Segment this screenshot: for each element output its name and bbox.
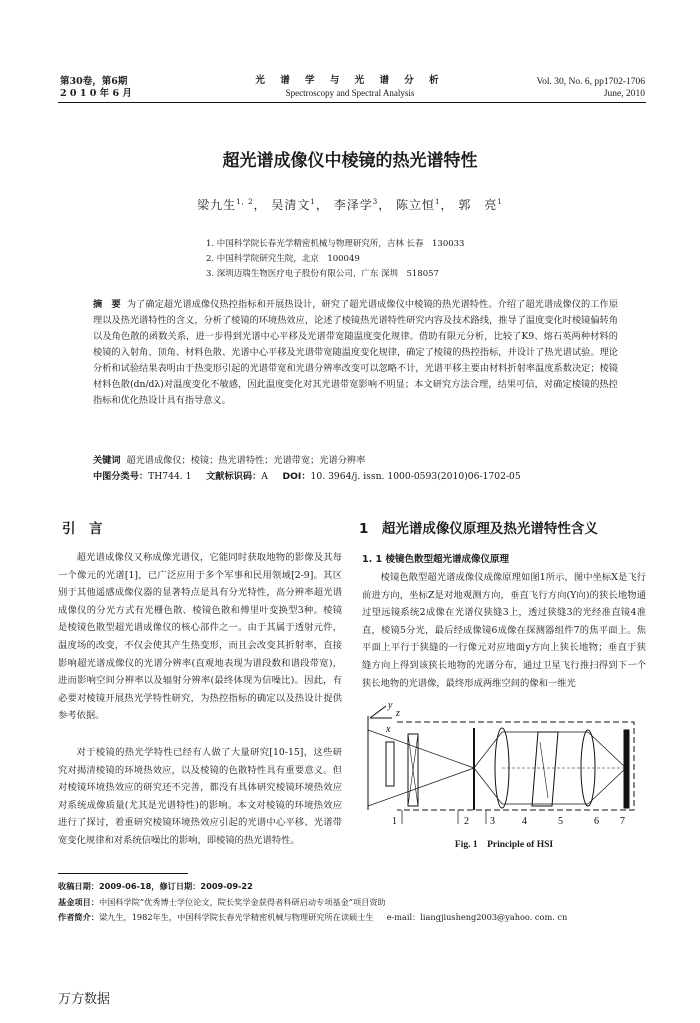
keywords-block	[93, 453, 618, 485]
prism	[532, 732, 558, 806]
abstract	[93, 297, 618, 409]
running-header-journal	[250, 74, 450, 100]
author: 李泽学$^3$，	[333, 198, 392, 212]
doi-label: DOI：	[282, 471, 311, 482]
journal-name-cn: 光 谱 学 与 光 谱 分 析	[255, 75, 445, 86]
ray	[368, 768, 474, 806]
component-number: 1	[392, 816, 397, 827]
paper-title: 超光谱成像仪中棱镜的热光谱特性	[222, 151, 478, 171]
clc-number: TH744. 1	[148, 471, 192, 482]
figure-1-caption: Fig. 1 Principle of HSI	[454, 840, 554, 850]
date-cn: 2 0 1 0 年 6 月	[60, 88, 132, 99]
affiliations	[206, 237, 464, 282]
instrument-boundary	[397, 722, 634, 810]
keywords: 超光谱成像仪；棱镜；热光谱特性；光谱带宽；光谱分辨率	[126, 455, 366, 466]
ray	[474, 732, 502, 768]
axis-x-line	[370, 706, 386, 718]
running-header-left	[60, 76, 132, 100]
ray	[368, 730, 474, 768]
volume-cn: 第30卷，第6期	[60, 76, 128, 87]
volume-en: Vol. 30, No. 6, pp1702-1706	[536, 77, 645, 87]
axis-label: z	[396, 708, 400, 719]
section-1-paragraph: 棱镜色散型超光谱成像仪成像原理如图1所示，图中坐标X是飞行前进方向，坐标Z是对地观测方向，垂直飞行方向(Y向)的狭长地物通过望远镜系统2成像在光谱仪狭缝3上，透过狭缝3的光经准直镜4准直，棱镜5分光，最后经成像镜6成像在探测器组件7的焦平面上。焦平面上平行于狭缝的一行像元对应地面y方向上狭长地物；垂直于狭缝方向上得到该狭长地物的光谱分布，通过卫星飞行推扫得到下一个狭长地物的光谱像，最终形成两维空间的像和一维光	[362, 572, 646, 689]
doi: 10. 3964/j. issn. 1000-0593(2010)06-1702-05	[310, 471, 521, 482]
running-header-right	[536, 76, 645, 100]
affiliation: 2. 中国科学院研究生院，北京 100049	[206, 254, 360, 264]
funding: 基金项目：中国科学院“优秀博士学位论文，院长奖学金获得者科研启动专项基金”项目资助	[58, 896, 386, 907]
component-number: 7	[620, 816, 625, 827]
author: 梁九生$^{1, 2}$，	[197, 198, 267, 212]
intro-heading: 引 言	[62, 521, 103, 537]
telescope-mirror	[386, 742, 394, 786]
author-email: e-mail：liangjiusheng2003@yahoo. com. cn	[386, 912, 568, 922]
author: 陈立恒$^1$，	[396, 198, 454, 212]
journal-name-en: Spectroscopy and Spectral Analysis	[285, 88, 415, 98]
figure-1	[362, 702, 646, 832]
author-list	[0, 196, 700, 213]
keywords-label: 关键词	[93, 455, 121, 466]
received-dates: 收稿日期：2009-06-18，修订日期：2009-09-22	[58, 881, 253, 891]
footnotes	[58, 879, 648, 926]
affiliation: 3. 深圳迈瑞生物医疗电子股份有限公司，广东 深圳 518057	[206, 269, 439, 279]
component-number: 5	[558, 816, 563, 827]
component-number: 2	[464, 816, 469, 827]
subsection-1-1-heading: 1. 1 棱镜色散型超光谱成像仪原理	[362, 554, 509, 565]
intro-paragraph-2: 对于棱镜的热光学特性已经有人做了大量研究[10-15]，这些研究对揭清棱镜的环境热效应，以及棱镜的色散特性具有重要意义。但对棱镜环境热效应的研究还不完善，都没有具体研究棱镜环境热效应对系统成像质量(尤其是光谱特性)的影响。本文对棱镜的环境热效应进行了探讨，着重研究棱镜环境热效应引起的光谱中心平移、光谱带宽变化规律和对系统信噪比的影响，即棱镜的热光谱特性。	[58, 747, 342, 846]
axis-label: y	[388, 702, 393, 711]
section-1-heading: 1 超光谱成像仪原理及热光谱特性含义	[359, 521, 598, 537]
component-number: 4	[522, 816, 527, 827]
abstract-text: 为了确定超光谱成像仪热控指标和开展热设计，研究了超光谱成像仪中棱镜的热光谱特性。介绍了超光谱成像仪的工作原理以及热光谱特性的含义，分析了棱镜的环境热效应，论述了棱镜热光谱特性研究内容及技术路线，推导了温度变化时棱镜偏转角以及角色散的函数关系，进一步得到光谱中心平移及光谱带宽随温度变化规律。借助有限元分析，比较了K9、熔石英两种材料的棱镜的入射角、顶角、材料色散、光谱中心平移及光谱带宽随温度变化规律，确定了棱镜的热控指标，并设计了热光谱试验。理论分析和试验结果表明由于热变形引起的光谱带宽和光谱分辨率改变可以忽略不计，光谱平移主要由材料折射率温度系数决定；棱镜材料色散(dn/dλ)对温度变化不敏感，因此温度变化对其光谱带宽影响不明显；本文研究方法合理，结果可信，对确定棱镜的热控指标和优化热设计具有指导意义。	[93, 299, 619, 406]
doc-code-label: 文献标识码：	[206, 471, 262, 482]
prism-hatch	[540, 742, 548, 798]
author: 吴清文$^1$，	[271, 198, 329, 212]
doc-code: A	[261, 471, 268, 482]
intro-paragraph-1: 超光谱成像仪又称成像光谱仪，它能同时获取地物的影像及其每一个像元的光谱[1]，已广泛应用于多个军事和民用领域[2-9]。其区别于其他遥感成像仪器的显著特点是具有分光特性，高分辨率超光谱成像仪的分光方式有光栅色散、棱镜色散和傅里叶变换型3种。棱镜是棱镜色散型超光谱成像仪的核心部件之一。由于其属于透射元件，温度场的改变，不仅会使其产生热变形，而且会改变其折射率，直接影响超光谱成像仪的光谱分辨率(直观地表现为谱段数和谱段带宽)，进而影响空间分辨率以及辐射分辨率(最终体现为信噪比)。因此，有必要对棱镜开展热光学特性研究，为热控指标的确定以及热设计提供参考依据。	[58, 552, 342, 722]
date-en: June, 2010	[603, 89, 645, 99]
watermark: 万方数据	[58, 992, 111, 1007]
clc-label: 中图分类号：	[93, 471, 149, 482]
component-number: 6	[594, 816, 599, 827]
keywords-line	[93, 453, 618, 469]
ray	[474, 768, 502, 804]
affiliation: 1. 中国科学院长春光学精密机械与物理研究所，吉林 长春 130033	[206, 239, 465, 249]
hsi-principle-diagram	[362, 702, 646, 832]
abstract-label: 摘 要	[93, 299, 121, 310]
classification-line	[93, 469, 618, 485]
axis-label: x	[386, 724, 391, 735]
footnote-divider	[58, 873, 188, 874]
header-divider	[58, 102, 646, 103]
author-bio: 作者简介：梁九生，1982年生，中国科学院长春光学精密机械与物理研究所在读硕士生 e-mail：liangjiusheng2003@yahoo. com. cn	[58, 912, 568, 922]
component-number: 3	[490, 816, 495, 827]
author: 郭 亮$^1$	[458, 198, 503, 212]
